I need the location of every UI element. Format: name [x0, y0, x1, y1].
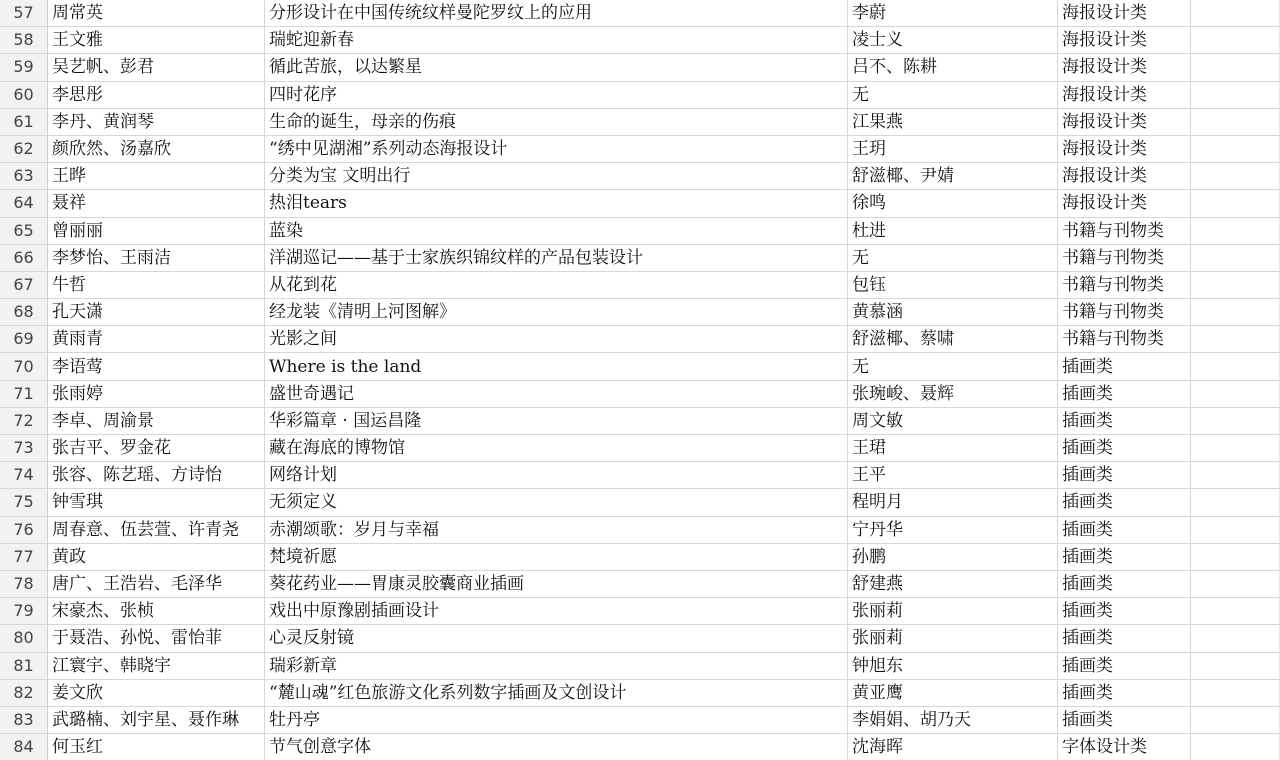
- row-number[interactable]: 74: [0, 462, 48, 489]
- advisor-cell[interactable]: 周文敏: [848, 408, 1058, 435]
- author-cell[interactable]: 牛哲: [48, 272, 265, 299]
- category-cell[interactable]: 海报设计类: [1058, 136, 1191, 163]
- author-cell[interactable]: 黄政: [48, 544, 265, 571]
- row-number[interactable]: 76: [0, 517, 48, 544]
- author-cell[interactable]: 何玉红: [48, 734, 265, 760]
- author-cell[interactable]: 李梦怡、王雨洁: [48, 245, 265, 272]
- advisor-cell[interactable]: 李蔚: [848, 0, 1058, 27]
- empty-cell[interactable]: [1191, 353, 1280, 380]
- advisor-cell[interactable]: 宁丹华: [848, 517, 1058, 544]
- author-cell[interactable]: 姜文欣: [48, 680, 265, 707]
- category-cell[interactable]: 插画类: [1058, 462, 1191, 489]
- row-number[interactable]: 65: [0, 218, 48, 245]
- advisor-cell[interactable]: 黄慕涵: [848, 299, 1058, 326]
- category-cell[interactable]: 海报设计类: [1058, 163, 1191, 190]
- category-cell[interactable]: 插画类: [1058, 435, 1191, 462]
- author-cell[interactable]: 李丹、黄润琴: [48, 109, 265, 136]
- category-cell[interactable]: 海报设计类: [1058, 109, 1191, 136]
- author-cell[interactable]: 江寰宇、韩晓宇: [48, 653, 265, 680]
- empty-cell[interactable]: [1191, 109, 1280, 136]
- author-cell[interactable]: 宋豪杰、张桢: [48, 598, 265, 625]
- row-number[interactable]: 64: [0, 190, 48, 217]
- advisor-cell[interactable]: 黄亚鹰: [848, 680, 1058, 707]
- author-cell[interactable]: 唐广、王浩岩、毛泽华: [48, 571, 265, 598]
- row-number[interactable]: 58: [0, 27, 48, 54]
- category-cell[interactable]: 书籍与刊物类: [1058, 299, 1191, 326]
- empty-cell[interactable]: [1191, 27, 1280, 54]
- advisor-cell[interactable]: 江果燕: [848, 109, 1058, 136]
- category-cell[interactable]: 海报设计类: [1058, 190, 1191, 217]
- title-cell[interactable]: 无须定义: [265, 489, 848, 516]
- empty-cell[interactable]: [1191, 653, 1280, 680]
- advisor-cell[interactable]: 无: [848, 82, 1058, 109]
- author-cell[interactable]: 王文雅: [48, 27, 265, 54]
- empty-cell[interactable]: [1191, 299, 1280, 326]
- category-cell[interactable]: 插画类: [1058, 707, 1191, 734]
- title-cell[interactable]: 戏出中原豫剧插画设计: [265, 598, 848, 625]
- category-cell[interactable]: 插画类: [1058, 381, 1191, 408]
- advisor-cell[interactable]: 无: [848, 245, 1058, 272]
- title-cell[interactable]: “绣中见湖湘”系列动态海报设计: [265, 136, 848, 163]
- author-cell[interactable]: 李语莺: [48, 353, 265, 380]
- title-cell[interactable]: 热泪tears: [265, 190, 848, 217]
- title-cell[interactable]: 光影之间: [265, 326, 848, 353]
- row-number[interactable]: 61: [0, 109, 48, 136]
- empty-cell[interactable]: [1191, 218, 1280, 245]
- empty-cell[interactable]: [1191, 544, 1280, 571]
- row-number[interactable]: 70: [0, 353, 48, 380]
- empty-cell[interactable]: [1191, 625, 1280, 652]
- empty-cell[interactable]: [1191, 489, 1280, 516]
- empty-cell[interactable]: [1191, 707, 1280, 734]
- category-cell[interactable]: 书籍与刊物类: [1058, 272, 1191, 299]
- advisor-cell[interactable]: 吕不、陈耕: [848, 54, 1058, 81]
- empty-cell[interactable]: [1191, 680, 1280, 707]
- category-cell[interactable]: 插画类: [1058, 625, 1191, 652]
- category-cell[interactable]: 插画类: [1058, 680, 1191, 707]
- row-number[interactable]: 78: [0, 571, 48, 598]
- category-cell[interactable]: 海报设计类: [1058, 82, 1191, 109]
- category-cell[interactable]: 插画类: [1058, 544, 1191, 571]
- empty-cell[interactable]: [1191, 54, 1280, 81]
- advisor-cell[interactable]: 无: [848, 353, 1058, 380]
- author-cell[interactable]: 孔天潇: [48, 299, 265, 326]
- row-number[interactable]: 71: [0, 381, 48, 408]
- category-cell[interactable]: 插画类: [1058, 653, 1191, 680]
- empty-cell[interactable]: [1191, 82, 1280, 109]
- author-cell[interactable]: 周春意、伍芸萱、许青尧: [48, 517, 265, 544]
- row-number[interactable]: 80: [0, 625, 48, 652]
- author-cell[interactable]: 张雨婷: [48, 381, 265, 408]
- empty-cell[interactable]: [1191, 734, 1280, 760]
- row-number[interactable]: 72: [0, 408, 48, 435]
- title-cell[interactable]: 经龙装《清明上河图解》: [265, 299, 848, 326]
- advisor-cell[interactable]: 沈海晖: [848, 734, 1058, 760]
- row-number[interactable]: 66: [0, 245, 48, 272]
- title-cell[interactable]: 华彩篇章 · 国运昌隆: [265, 408, 848, 435]
- empty-cell[interactable]: [1191, 571, 1280, 598]
- advisor-cell[interactable]: 舒建燕: [848, 571, 1058, 598]
- category-cell[interactable]: 插画类: [1058, 489, 1191, 516]
- row-number[interactable]: 62: [0, 136, 48, 163]
- empty-cell[interactable]: [1191, 435, 1280, 462]
- category-cell[interactable]: 插画类: [1058, 517, 1191, 544]
- author-cell[interactable]: 李卓、周渝景: [48, 408, 265, 435]
- empty-cell[interactable]: [1191, 326, 1280, 353]
- author-cell[interactable]: 张吉平、罗金花: [48, 435, 265, 462]
- author-cell[interactable]: 李思彤: [48, 82, 265, 109]
- title-cell[interactable]: 蓝染: [265, 218, 848, 245]
- empty-cell[interactable]: [1191, 136, 1280, 163]
- empty-cell[interactable]: [1191, 462, 1280, 489]
- title-cell[interactable]: 分形设计在中国传统纹样曼陀罗纹上的应用: [265, 0, 848, 27]
- category-cell[interactable]: 海报设计类: [1058, 0, 1191, 27]
- row-number[interactable]: 67: [0, 272, 48, 299]
- category-cell[interactable]: 书籍与刊物类: [1058, 326, 1191, 353]
- advisor-cell[interactable]: 徐鸣: [848, 190, 1058, 217]
- category-cell[interactable]: 插画类: [1058, 353, 1191, 380]
- title-cell[interactable]: 赤潮颂歌：岁月与幸福: [265, 517, 848, 544]
- advisor-cell[interactable]: 张琬峻、聂辉: [848, 381, 1058, 408]
- advisor-cell[interactable]: 张丽莉: [848, 598, 1058, 625]
- author-cell[interactable]: 黄雨青: [48, 326, 265, 353]
- row-number[interactable]: 69: [0, 326, 48, 353]
- author-cell[interactable]: 武璐楠、刘宇星、聂作琳: [48, 707, 265, 734]
- empty-cell[interactable]: [1191, 598, 1280, 625]
- category-cell[interactable]: 字体设计类: [1058, 734, 1191, 760]
- title-cell[interactable]: 心灵反射镜: [265, 625, 848, 652]
- author-cell[interactable]: 钟雪琪: [48, 489, 265, 516]
- author-cell[interactable]: 聂祥: [48, 190, 265, 217]
- empty-cell[interactable]: [1191, 272, 1280, 299]
- category-cell[interactable]: 海报设计类: [1058, 54, 1191, 81]
- row-number[interactable]: 60: [0, 82, 48, 109]
- row-number[interactable]: 84: [0, 734, 48, 760]
- category-cell[interactable]: 插画类: [1058, 408, 1191, 435]
- advisor-cell[interactable]: 舒滋椰、尹婧: [848, 163, 1058, 190]
- title-cell[interactable]: 葵花药业——胃康灵胶囊商业插画: [265, 571, 848, 598]
- empty-cell[interactable]: [1191, 245, 1280, 272]
- row-number[interactable]: 75: [0, 489, 48, 516]
- row-number[interactable]: 73: [0, 435, 48, 462]
- category-cell[interactable]: 插画类: [1058, 571, 1191, 598]
- empty-cell[interactable]: [1191, 517, 1280, 544]
- title-cell[interactable]: “麓山魂”红色旅游文化系列数字插画及文创设计: [265, 680, 848, 707]
- title-cell[interactable]: 藏在海底的博物馆: [265, 435, 848, 462]
- row-number[interactable]: 68: [0, 299, 48, 326]
- title-cell[interactable]: 梵境祈愿: [265, 544, 848, 571]
- author-cell[interactable]: 张容、陈艺瑶、方诗怡: [48, 462, 265, 489]
- category-cell[interactable]: 书籍与刊物类: [1058, 218, 1191, 245]
- empty-cell[interactable]: [1191, 163, 1280, 190]
- row-number[interactable]: 57: [0, 0, 48, 27]
- author-cell[interactable]: 于聂浩、孙悦、雷怡菲: [48, 625, 265, 652]
- advisor-cell[interactable]: 程明月: [848, 489, 1058, 516]
- author-cell[interactable]: 吴艺帆、彭君: [48, 54, 265, 81]
- row-number[interactable]: 83: [0, 707, 48, 734]
- category-cell[interactable]: 海报设计类: [1058, 27, 1191, 54]
- category-cell[interactable]: 书籍与刊物类: [1058, 245, 1191, 272]
- title-cell[interactable]: 网络计划: [265, 462, 848, 489]
- row-number[interactable]: 79: [0, 598, 48, 625]
- advisor-cell[interactable]: 王平: [848, 462, 1058, 489]
- advisor-cell[interactable]: 包钰: [848, 272, 1058, 299]
- empty-cell[interactable]: [1191, 190, 1280, 217]
- title-cell[interactable]: 瑞彩新章: [265, 653, 848, 680]
- row-number[interactable]: 59: [0, 54, 48, 81]
- row-number[interactable]: 81: [0, 653, 48, 680]
- row-number[interactable]: 63: [0, 163, 48, 190]
- empty-cell[interactable]: [1191, 408, 1280, 435]
- advisor-cell[interactable]: 钟旭东: [848, 653, 1058, 680]
- advisor-cell[interactable]: 王珺: [848, 435, 1058, 462]
- title-cell[interactable]: 分类为宝 文明出行: [265, 163, 848, 190]
- advisor-cell[interactable]: 孙鹏: [848, 544, 1058, 571]
- advisor-cell[interactable]: 李娟娟、胡乃天: [848, 707, 1058, 734]
- advisor-cell[interactable]: 杜进: [848, 218, 1058, 245]
- title-cell[interactable]: 盛世奇遇记: [265, 381, 848, 408]
- title-cell[interactable]: 洋湖巡记——基于士家族织锦纹样的产品包装设计: [265, 245, 848, 272]
- title-cell[interactable]: 节气创意字体: [265, 734, 848, 760]
- author-cell[interactable]: 周常英: [48, 0, 265, 27]
- advisor-cell[interactable]: 凌士义: [848, 27, 1058, 54]
- empty-cell[interactable]: [1191, 381, 1280, 408]
- title-cell[interactable]: 四时花序: [265, 82, 848, 109]
- title-cell[interactable]: 牡丹亭: [265, 707, 848, 734]
- advisor-cell[interactable]: 张丽莉: [848, 625, 1058, 652]
- author-cell[interactable]: 颜欣然、汤嘉欣: [48, 136, 265, 163]
- title-cell[interactable]: 循此苦旅，以达繁星: [265, 54, 848, 81]
- author-cell[interactable]: 王晔: [48, 163, 265, 190]
- advisor-cell[interactable]: 王玥: [848, 136, 1058, 163]
- row-number[interactable]: 77: [0, 544, 48, 571]
- row-number[interactable]: 82: [0, 680, 48, 707]
- title-cell[interactable]: 从花到花: [265, 272, 848, 299]
- title-cell[interactable]: Where is the land: [265, 353, 848, 380]
- title-cell[interactable]: 瑞蛇迎新春: [265, 27, 848, 54]
- category-cell[interactable]: 插画类: [1058, 598, 1191, 625]
- empty-cell[interactable]: [1191, 0, 1280, 27]
- author-cell[interactable]: 曾丽丽: [48, 218, 265, 245]
- advisor-cell[interactable]: 舒滋椰、蔡啸: [848, 326, 1058, 353]
- title-cell[interactable]: 生命的诞生，母亲的伤痕: [265, 109, 848, 136]
